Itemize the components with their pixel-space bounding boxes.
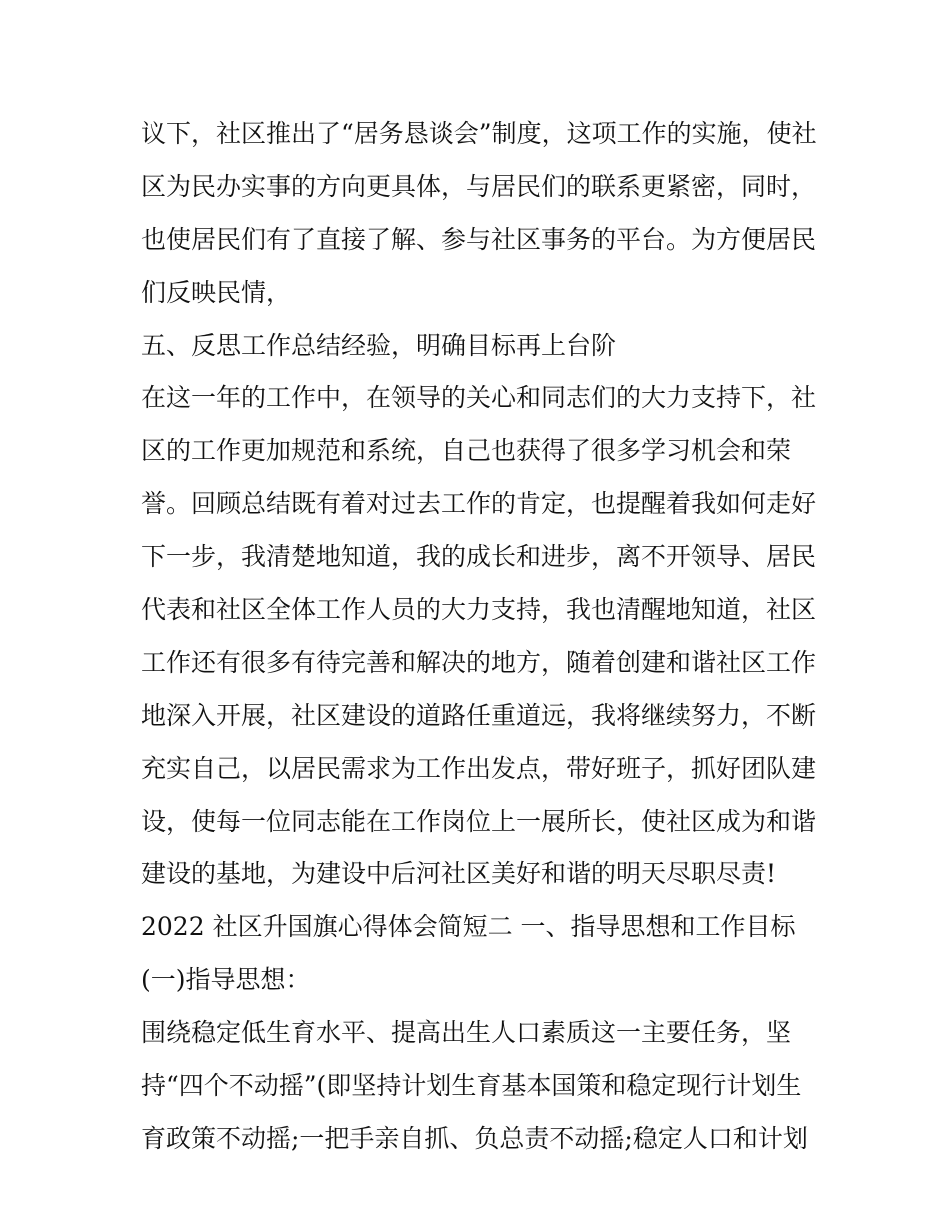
paragraph-line: 区的工作更加规范和系统，自己也获得了很多学习机会和荣 — [141, 436, 792, 466]
section-heading: 五、反思工作总结经验，明确目标再上台阶 — [141, 330, 617, 360]
paragraph-line: 在这一年的工作中，在领导的关心和同志们的大力支持下，社 — [141, 383, 817, 413]
paragraph-line: 地深入开展，社区建设的道路任重道远，我将继续努力，不断 — [141, 700, 817, 730]
paragraph-line: 建设的基地，为建设中后河社区美好和谐的明天尽职尽责! — [141, 859, 777, 889]
section-heading: 2022 社区升国旗心得体会简短二 一、指导思想和工作目标 — [141, 912, 796, 942]
paragraph-line: 区为民办实事的方向更具体，与居民们的联系更紧密，同时， — [141, 171, 817, 201]
paragraph-line: 设，使每一位同志能在工作岗位上一展所长，使社区成为和谐 — [141, 806, 817, 836]
paragraph-line: 育政策不动摇;一把手亲自抓、负总责不动摇;稳定人口和计划 — [141, 1123, 808, 1153]
paragraph-line: 代表和社区全体工作人员的大力支持，我也清醒地知道，社区 — [141, 595, 817, 625]
paragraph-line: 持“四个不动摇”(即坚持计划生育基本国策和稳定现行计划生 — [141, 1071, 802, 1101]
paragraph-line: 下一步，我清楚地知道，我的成长和进步，离不开领导、居民 — [141, 542, 817, 572]
paragraph-line: 充实自己，以居民需求为工作出发点，带好班子，抓好团队建 — [141, 753, 817, 783]
paragraph-line: 议下，社区推出了“居务恳谈会”制度，这项工作的实施，使社 — [141, 119, 817, 148]
subsection-heading: (一)指导思想： — [141, 965, 311, 995]
paragraph-line: 工作还有很多有待完善和解决的地方，随着创建和谐社区工作 — [141, 647, 817, 677]
document-body — [141, 108, 821, 1166]
paragraph-line: 围绕稳定低生育水平、提高出生人口素质这一主要任务，坚 — [141, 1018, 792, 1048]
paragraph-line: 们反映民情， — [141, 277, 292, 307]
paragraph-line: 也使居民们有了直接了解、参与社区事务的平台。为方便居民 — [141, 224, 817, 254]
paragraph-line: 誉。回顾总结既有着对过去工作的肯定，也提醒着我如何走好 — [141, 489, 817, 519]
